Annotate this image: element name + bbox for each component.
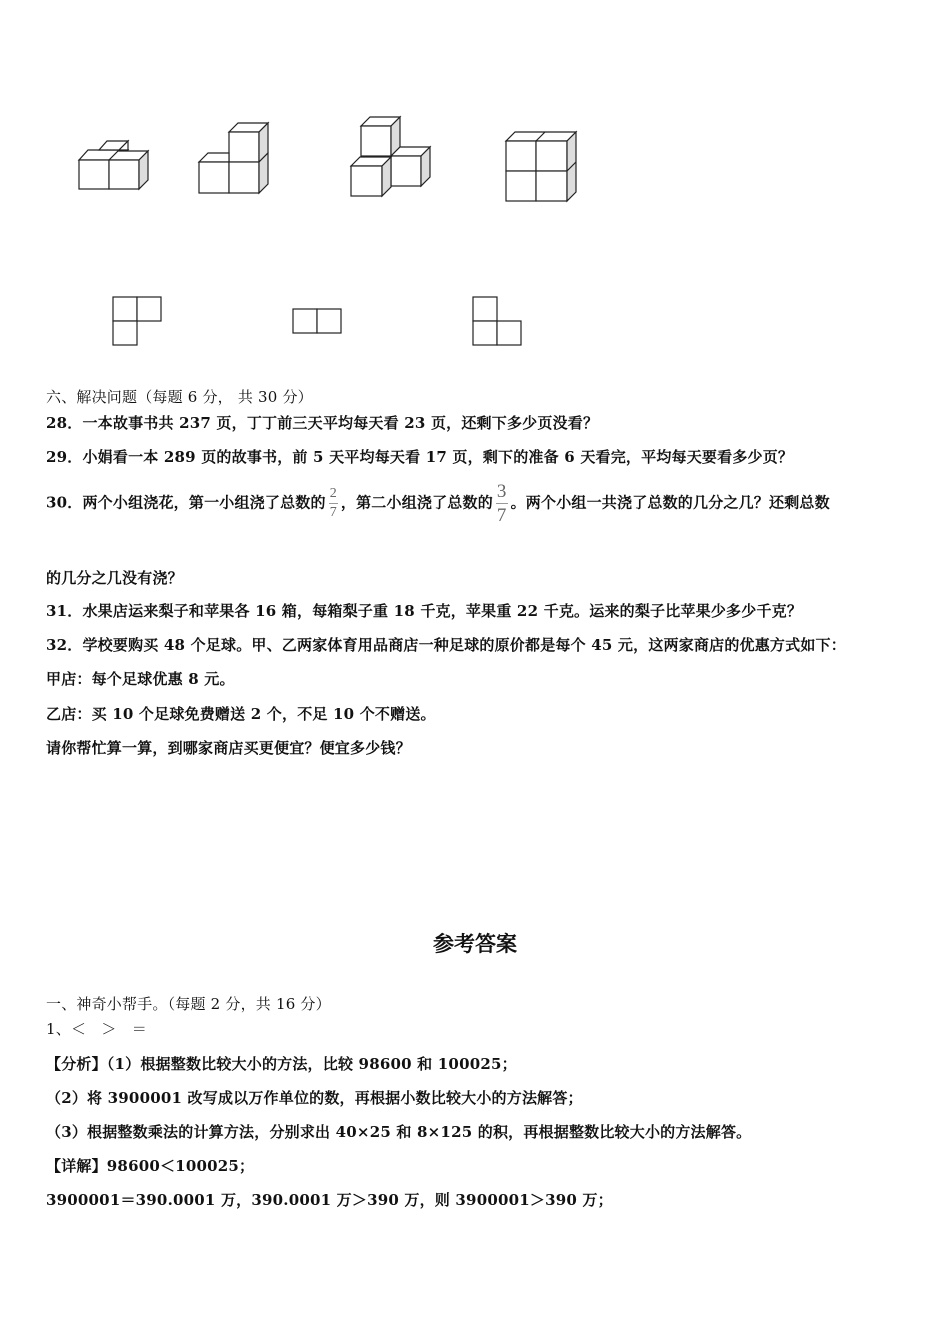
section6-heading: 六、解决问题（每题 6 分， 共 30 分） bbox=[46, 388, 313, 406]
question-32-shop-a: 甲店：每个足球优惠 8 元。 bbox=[46, 670, 235, 688]
detail-line-2: 3900001＝390.0001 万，390.0001 万＞390 万，则 3900001＞390 万； bbox=[46, 1191, 613, 1209]
question-32-ask: 请你帮忙算一算，到哪家商店买更便宜？便宜多少钱？ bbox=[46, 739, 411, 757]
analysis-line-3: （3）根据整数乘法的计算方法，分别求出 40×25 和 8×125 的积，再根据整数比较大小的方法解答。 bbox=[46, 1123, 752, 1141]
analysis-line-1: 【分析】（1）根据整数比较大小的方法，比较 98600 和 100025； bbox=[46, 1055, 517, 1073]
view-figure-1 bbox=[110, 295, 166, 349]
cube-figure-4 bbox=[500, 125, 585, 210]
question-30-part3: 。两个小组一共浇了总数的几分之几？还剩总数 bbox=[510, 493, 830, 512]
analysis-line-2: （2）将 3900001 改写成以万作单位的数，再根据小数比较大小的方法解答； bbox=[46, 1089, 583, 1107]
cube-figure-1 bbox=[70, 130, 160, 200]
cube-figure-2 bbox=[192, 118, 282, 198]
detail-line-1: 【详解】98600＜100025； bbox=[46, 1157, 255, 1175]
fraction-3-7: $\frac{3}{7}$ bbox=[496, 481, 507, 526]
question-32: 32．学校要购买 48 个足球。甲、乙两家体育用品商店一种足球的原价都是每个 45 元，这两家商店的优惠方式如下： bbox=[46, 636, 846, 654]
fraction-2-7: $\frac{2}{7}$ bbox=[329, 486, 337, 520]
question-30-line2: 的几分之几没有浇？ bbox=[46, 569, 183, 587]
answers-title: 参考答案 bbox=[433, 932, 517, 956]
answers-section1-heading: 一、神奇小帮手。（每题 2 分，共 16 分） bbox=[46, 995, 331, 1013]
view-figure-3 bbox=[470, 295, 526, 349]
answer-1: 1、＜ ＞ ＝ bbox=[46, 1020, 147, 1038]
question-29: 29．小娟看一本 289 页的故事书，前 5 天平均每天看 17 页，剩下的准备 6 天看完，平均每天要看多少页？ bbox=[46, 448, 794, 466]
question-31: 31．水果店运来梨子和苹果各 16 箱，每箱梨子重 18 千克，苹果重 22 千克。运来的梨子比苹果少多少千克？ bbox=[46, 602, 803, 620]
question-28: 28．一本故事书共 237 页，丁丁前三天平均每天看 23 页，还剩下多少页没看？ bbox=[46, 414, 599, 432]
question-30 bbox=[46, 482, 830, 525]
cube-figure-3 bbox=[345, 112, 440, 202]
question-32-shop-b: 乙店：买 10 个足球免费赠送 2 个，不足 10 个不赠送。 bbox=[46, 705, 436, 723]
view-figure-2 bbox=[290, 306, 346, 336]
question-30-part2: ，第二小组浇了总数的 bbox=[340, 493, 493, 512]
question-30-part1: 30．两个小组浇花，第一小组浇了总数的 bbox=[46, 493, 326, 512]
